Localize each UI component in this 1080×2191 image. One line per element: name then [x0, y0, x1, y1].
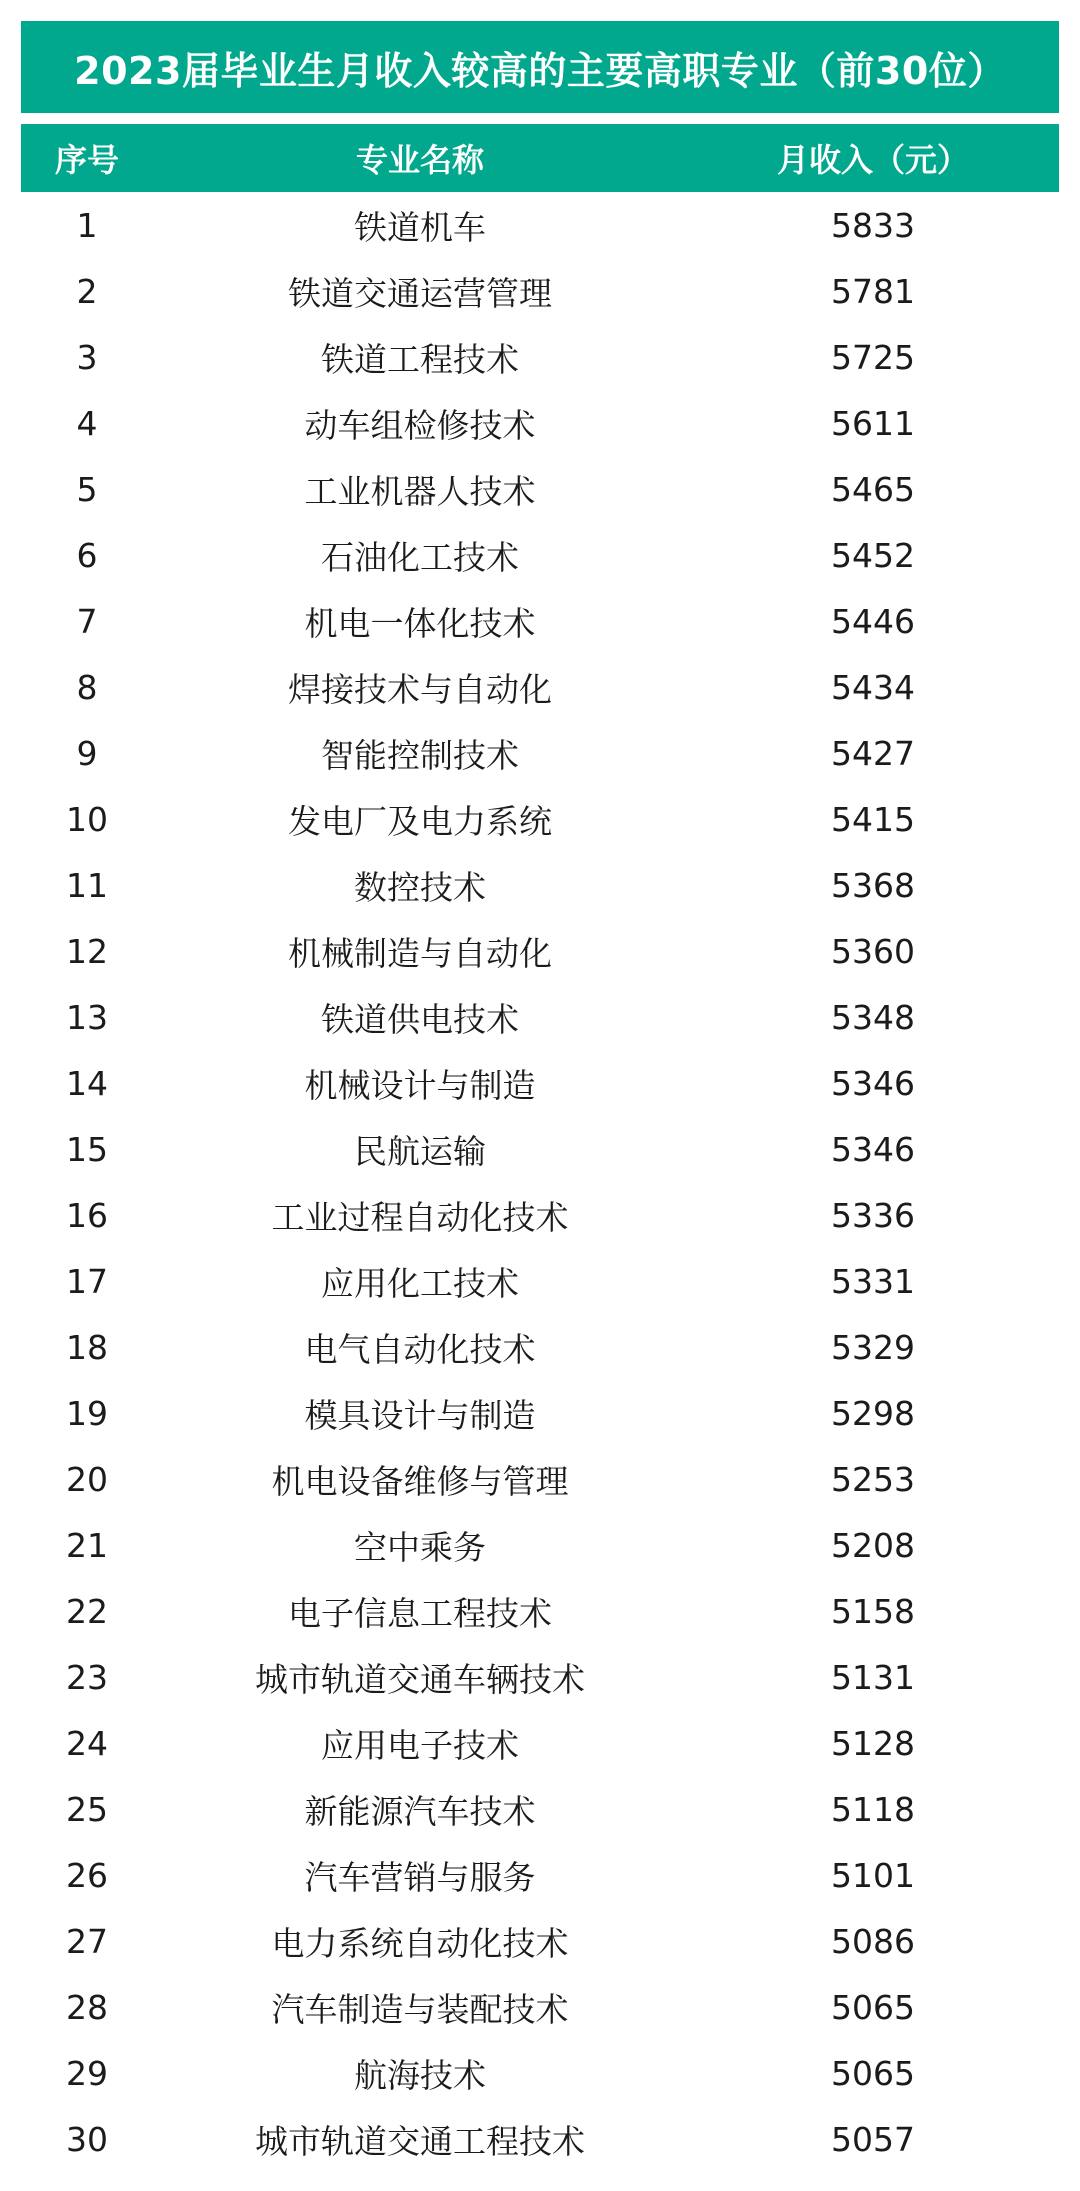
table-row [21, 1050, 1059, 1116]
monthly-income: 5725 [831, 337, 915, 377]
row-number: 30 [66, 2119, 108, 2159]
major-name: 铁道供电技术 [321, 999, 519, 1039]
table-row [21, 1116, 1059, 1182]
monthly-income: 5329 [831, 1327, 915, 1367]
major-name: 新能源汽车技术 [304, 1791, 536, 1831]
monthly-income: 5833 [831, 205, 915, 245]
major-name: 电子信息工程技术 [288, 1593, 552, 1633]
major-name: 应用电子技术 [321, 1725, 519, 1765]
table-row [21, 1380, 1059, 1446]
major-name: 电力系统自动化技术 [271, 1923, 569, 1963]
monthly-income: 5065 [831, 1987, 915, 2027]
major-name: 机械设计与制造 [304, 1065, 536, 1105]
table-row [21, 1182, 1059, 1248]
monthly-income: 5131 [831, 1657, 915, 1697]
table-row [21, 456, 1059, 522]
major-name: 铁道机车 [354, 207, 486, 247]
row-number: 27 [66, 1921, 108, 1961]
major-name: 智能控制技术 [321, 735, 519, 775]
major-name: 焊接技术与自动化 [288, 669, 552, 709]
monthly-income: 5253 [831, 1459, 915, 1499]
row-number: 17 [66, 1261, 108, 1301]
row-number: 10 [66, 799, 108, 839]
major-name: 汽车营销与服务 [304, 1857, 536, 1897]
header-monthly-income: 月收入（元） [776, 141, 970, 179]
table-row [21, 1776, 1059, 1842]
table-title: 2023届毕业生月收入较高的主要高职专业（前30位） [21, 21, 1059, 113]
monthly-income: 5368 [831, 865, 915, 905]
row-number: 5 [76, 469, 98, 509]
table-row [21, 1908, 1059, 1974]
table-row [21, 984, 1059, 1050]
monthly-income: 5611 [831, 403, 915, 443]
table-row [21, 2106, 1059, 2172]
major-name: 城市轨道交通工程技术 [255, 2121, 585, 2161]
major-name: 石油化工技术 [321, 537, 519, 577]
monthly-income: 5346 [831, 1129, 915, 1169]
monthly-income: 5158 [831, 1591, 915, 1631]
monthly-income: 5446 [831, 601, 915, 641]
major-name: 机电设备维修与管理 [271, 1461, 569, 1501]
monthly-income: 5346 [831, 1063, 915, 1103]
row-number: 28 [66, 1987, 108, 2027]
row-number: 21 [66, 1525, 108, 1565]
row-number: 8 [76, 667, 98, 707]
major-name: 机电一体化技术 [304, 603, 536, 643]
major-name: 工业机器人技术 [304, 471, 536, 511]
major-name: 工业过程自动化技术 [271, 1197, 569, 1237]
table-row [21, 1644, 1059, 1710]
monthly-income: 5427 [831, 733, 915, 773]
monthly-income: 5065 [831, 2053, 915, 2093]
table-body [21, 192, 1059, 2172]
row-number: 20 [66, 1459, 108, 1499]
row-number: 2 [76, 271, 98, 311]
major-name: 模具设计与制造 [304, 1395, 536, 1435]
monthly-income: 5086 [831, 1921, 915, 1961]
monthly-income: 5465 [831, 469, 915, 509]
monthly-income: 5208 [831, 1525, 915, 1565]
table-row [21, 390, 1059, 456]
major-name: 民航运输 [354, 1131, 486, 1171]
monthly-income: 5331 [831, 1261, 915, 1301]
table-row [21, 258, 1059, 324]
major-name: 铁道工程技术 [321, 339, 519, 379]
table-row [21, 918, 1059, 984]
table-row [21, 1512, 1059, 1578]
header-number: 序号 [54, 141, 120, 179]
row-number: 19 [66, 1393, 108, 1433]
row-number: 4 [76, 403, 98, 443]
row-number: 13 [66, 997, 108, 1037]
table-row [21, 1974, 1059, 2040]
major-name: 应用化工技术 [321, 1263, 519, 1303]
row-number: 7 [76, 601, 98, 641]
major-name: 铁道交通运营管理 [288, 273, 552, 313]
monthly-income: 5057 [831, 2119, 915, 2159]
row-number: 26 [66, 1855, 108, 1895]
row-number: 11 [66, 865, 108, 905]
row-number: 6 [76, 535, 98, 575]
table-row [21, 786, 1059, 852]
major-name: 航海技术 [354, 2055, 486, 2095]
row-number: 15 [66, 1129, 108, 1169]
monthly-income: 5298 [831, 1393, 915, 1433]
header-major-name: 专业名称 [355, 141, 485, 179]
row-number: 24 [66, 1723, 108, 1763]
table-row [21, 522, 1059, 588]
row-number: 29 [66, 2053, 108, 2093]
monthly-income: 5118 [831, 1789, 915, 1829]
monthly-income: 5348 [831, 997, 915, 1037]
table-row [21, 1446, 1059, 1512]
monthly-income: 5101 [831, 1855, 915, 1895]
table-row [21, 1314, 1059, 1380]
row-number: 16 [66, 1195, 108, 1235]
table-row [21, 852, 1059, 918]
row-number: 22 [66, 1591, 108, 1631]
monthly-income: 5434 [831, 667, 915, 707]
table-row [21, 192, 1059, 258]
row-number: 12 [66, 931, 108, 971]
row-number: 1 [76, 205, 98, 245]
table-row [21, 324, 1059, 390]
table-row [21, 1710, 1059, 1776]
monthly-income: 5452 [831, 535, 915, 575]
monthly-income: 5360 [831, 931, 915, 971]
major-name: 动车组检修技术 [304, 405, 536, 445]
table-row [21, 588, 1059, 654]
row-number: 23 [66, 1657, 108, 1697]
major-name: 电气自动化技术 [304, 1329, 536, 1369]
row-number: 25 [66, 1789, 108, 1829]
row-number: 9 [76, 733, 98, 773]
table-row [21, 1248, 1059, 1314]
table-row [21, 2040, 1059, 2106]
major-name: 汽车制造与装配技术 [271, 1989, 569, 2029]
major-name: 机械制造与自动化 [288, 933, 552, 973]
major-name: 城市轨道交通车辆技术 [255, 1659, 585, 1699]
monthly-income: 5415 [831, 799, 915, 839]
major-name: 数控技术 [354, 867, 486, 907]
table-row [21, 654, 1059, 720]
table-row [21, 1842, 1059, 1908]
table-header [21, 124, 1059, 192]
major-name: 发电厂及电力系统 [288, 801, 552, 841]
major-name: 空中乘务 [354, 1527, 486, 1567]
row-number: 14 [66, 1063, 108, 1103]
table-row [21, 1578, 1059, 1644]
monthly-income: 5336 [831, 1195, 915, 1235]
monthly-income: 5128 [831, 1723, 915, 1763]
monthly-income: 5781 [831, 271, 915, 311]
row-number: 3 [76, 337, 98, 377]
row-number: 18 [66, 1327, 108, 1367]
table-row [21, 720, 1059, 786]
